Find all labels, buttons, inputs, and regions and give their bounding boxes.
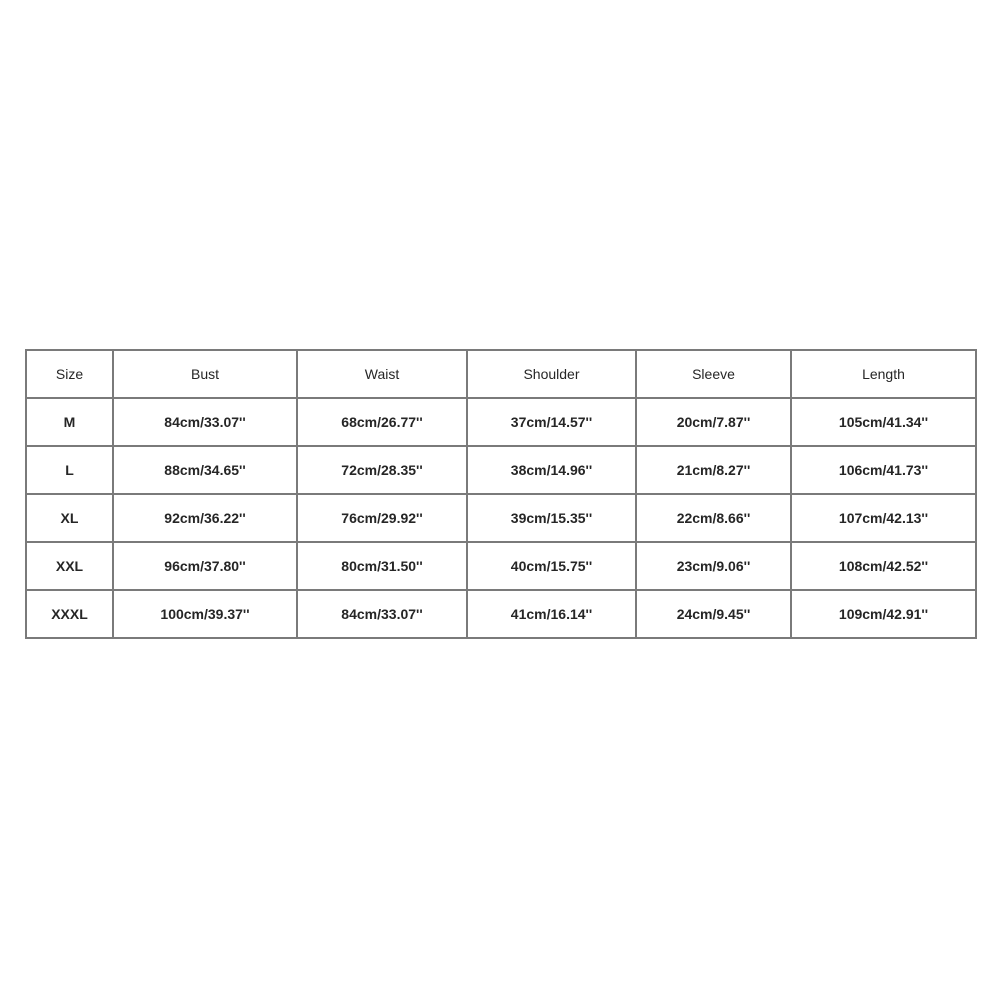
sleeve-cell: 23cm/9.06'': [636, 542, 791, 590]
shoulder-cell: 37cm/14.57'': [467, 398, 636, 446]
bust-cell: 92cm/36.22'': [113, 494, 297, 542]
size-cell: M: [26, 398, 113, 446]
waist-cell: 80cm/31.50'': [297, 542, 467, 590]
table-row: [26, 446, 976, 494]
size-cell: XL: [26, 494, 113, 542]
header-sleeve: Sleeve: [636, 350, 791, 398]
table-row: [26, 590, 976, 638]
waist-cell: 72cm/28.35'': [297, 446, 467, 494]
sleeve-cell: 22cm/8.66'': [636, 494, 791, 542]
table-row: [26, 398, 976, 446]
size-cell: XXXL: [26, 590, 113, 638]
shoulder-cell: 41cm/16.14'': [467, 590, 636, 638]
length-cell: 105cm/41.34'': [791, 398, 976, 446]
waist-cell: 68cm/26.77'': [297, 398, 467, 446]
size-chart-table: [25, 349, 977, 639]
waist-cell: 76cm/29.92'': [297, 494, 467, 542]
shoulder-cell: 40cm/15.75'': [467, 542, 636, 590]
header-shoulder: Shoulder: [467, 350, 636, 398]
length-cell: 107cm/42.13'': [791, 494, 976, 542]
header-row: [26, 350, 976, 398]
length-cell: 106cm/41.73'': [791, 446, 976, 494]
size-cell: L: [26, 446, 113, 494]
header-bust: Bust: [113, 350, 297, 398]
bust-cell: 84cm/33.07'': [113, 398, 297, 446]
header-waist: Waist: [297, 350, 467, 398]
bust-cell: 100cm/39.37'': [113, 590, 297, 638]
sleeve-cell: 21cm/8.27'': [636, 446, 791, 494]
sleeve-cell: 20cm/7.87'': [636, 398, 791, 446]
bust-cell: 88cm/34.65'': [113, 446, 297, 494]
header-size: Size: [26, 350, 113, 398]
shoulder-cell: 38cm/14.96'': [467, 446, 636, 494]
shoulder-cell: 39cm/15.35'': [467, 494, 636, 542]
bust-cell: 96cm/37.80'': [113, 542, 297, 590]
table-row: [26, 542, 976, 590]
length-cell: 108cm/42.52'': [791, 542, 976, 590]
waist-cell: 84cm/33.07'': [297, 590, 467, 638]
length-cell: 109cm/42.91'': [791, 590, 976, 638]
header-length: Length: [791, 350, 976, 398]
table-row: [26, 494, 976, 542]
sleeve-cell: 24cm/9.45'': [636, 590, 791, 638]
size-cell: XXL: [26, 542, 113, 590]
